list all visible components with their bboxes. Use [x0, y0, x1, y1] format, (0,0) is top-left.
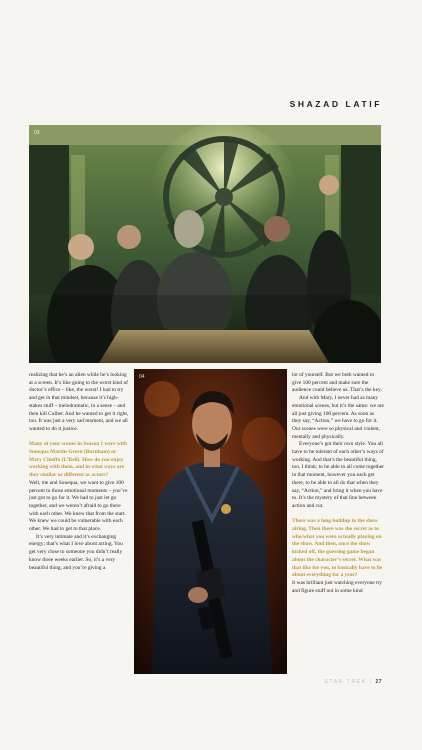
photo-number: 03 [34, 130, 40, 136]
paragraph: And with Mary, I never had as many emotional scenes, but it’s the same: we are all just giving 100 percent. As soon as they say, “Action,” we have to go for it. Our scenes were so physical and violent, mentally and physically. [292, 395, 384, 440]
portrait-photo [134, 369, 287, 674]
top-photo [29, 125, 381, 363]
interview-question: Many of your scenes in Season 1 were with Sonequa Martin-Green (Burnham) or Mary Chieffo (L’Rell). How do you enjoy working with them, and in what ways are they similar or different as actors? [29, 441, 128, 479]
running-head: SHAZAD LATIF [289, 99, 382, 109]
portrait-photo-illustration [134, 369, 287, 674]
top-photo-illustration [29, 125, 381, 363]
footer-separator: | [369, 679, 373, 685]
paragraph: lot of yourself. But we both wanted to give 100 percent and make sure the audience could believe us. That’s the key. [292, 372, 382, 394]
photo-number: 04 [139, 374, 145, 380]
text-column-right [292, 372, 384, 674]
magazine-name: STAR TREK [324, 679, 367, 685]
text-column-left [29, 372, 129, 674]
page-footer [325, 679, 382, 685]
paragraph: Everyone’s got their own style. You all have to be tolerant of each other’s ways of working. And that’s the beautiful thing, too, I think; to be able to all come together in that moment, however you each get there, to be able to all do that when they say, “Action,” and bring it when you have to. It’s the mystery of that line between action and cut. [292, 441, 384, 509]
paragraph: It was brilliant just watching everyone try and figure stuff out in some kind [292, 579, 383, 594]
page-number: 27 [375, 679, 382, 685]
interview-question: There was a long buildup to the show airing. Then there was the secret as to who/what you were actually playing on the show. And then, once the show kicked off, the guessing game began about the character’s secret. What was that like for you, to basically have to lie about everything for a year? [292, 518, 383, 579]
paragraph: It’s very intimate and it’s exchanging energy; that’s what I love about acting. You get very close to someone you didn’t really know three weeks earlier. So, it’s a very beautiful thing, and you’re giving a [29, 533, 123, 571]
paragraph: realizing that he’s an alien while he’s looking at a screen. It’s like going to the worst kind of doctor’s office – like, the worst! I had to try and get in that mindset, because it’s high-stakes stuff – melodramatic, in a sense – and then kill Culber. And he wanted to get it right, too. It was just a very sad moment, and we all wanted to do it justice. [29, 372, 129, 432]
paragraph: Well, me and Sonequa, we want to give 100 percent to those emotional moments – you’ve just got to go for it. We had to just let go together, and we weren’t afraid to go there with each other. We knew that from the start. We knew we could be vulnerable with each other. We had to get to that place. [29, 479, 128, 533]
